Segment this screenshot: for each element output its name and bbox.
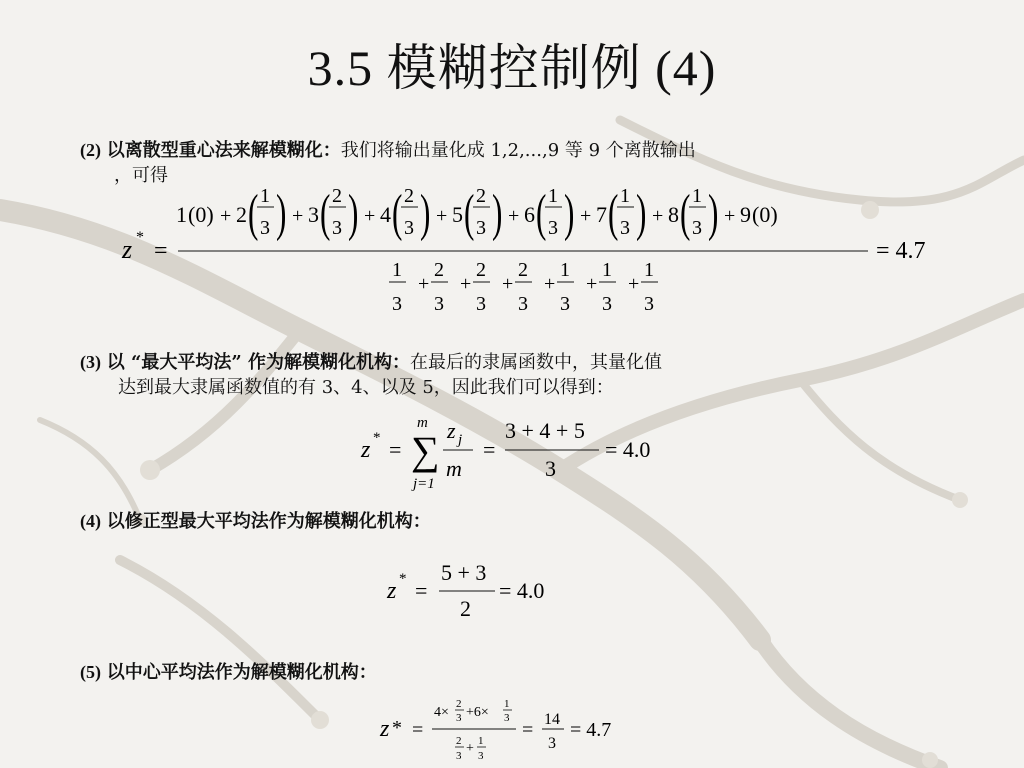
left-paren: ( — [392, 185, 403, 243]
eq-sign: = — [522, 719, 534, 741]
lhs-z: z — [387, 578, 397, 604]
frac-top: 1 — [548, 185, 558, 207]
section-3 — [80, 350, 960, 400]
right-paren: ) — [636, 185, 647, 243]
section-text: 在最后的隶属函数中，其量化值 — [409, 352, 662, 373]
section-number: (4) — [80, 511, 101, 531]
right-paren: ) — [276, 185, 287, 243]
lhs-star: * — [392, 717, 402, 739]
frac-bottom: 3 — [518, 293, 528, 315]
num-a-frac-top: 2 — [456, 698, 462, 710]
frac-top: 2 — [476, 185, 486, 207]
left-paren: ( — [680, 185, 691, 243]
plus-sign: + — [580, 205, 592, 227]
numerator — [176, 185, 778, 242]
eq-sign: = — [483, 437, 496, 462]
frac-numerator: 3 + 4 + 5 — [505, 418, 585, 443]
plus-sign: + — [544, 273, 556, 295]
section-number: (2) — [80, 140, 101, 160]
frac-bottom: 3 — [548, 217, 558, 239]
term-coefficient: 9 — [740, 202, 751, 227]
left-paren: ( — [464, 185, 475, 243]
section-number: (3) — [80, 352, 101, 372]
term-coefficient: 1 — [176, 202, 187, 227]
term-coefficient: 4 — [380, 202, 391, 227]
section-2-line1 — [80, 138, 950, 163]
frac-bottom: 3 — [392, 293, 402, 315]
frac-top: 1 — [602, 259, 612, 281]
paren-value: (0) — [752, 202, 778, 227]
section-3-line2: 达到最大隶属函数值的有 3、4、以及 5，因此我们可以得到： — [118, 377, 614, 398]
term-coefficient: 8 — [668, 202, 679, 227]
frac-bottom: 3 — [434, 293, 444, 315]
section-3-line1 — [80, 350, 960, 375]
formula-center-average — [378, 694, 638, 766]
eq-sign: = — [412, 719, 424, 741]
right-paren: ) — [348, 185, 359, 243]
frac-bottom: 3 — [692, 217, 702, 239]
frac2-numerator: 14 — [544, 711, 560, 728]
frac-top: 1 — [692, 185, 702, 207]
frac-top: 1 — [392, 259, 402, 281]
plus-sign: + — [586, 273, 598, 295]
lhs-z: z — [380, 716, 390, 742]
eq-sign: = — [154, 238, 168, 264]
right-paren: ) — [564, 185, 575, 243]
plus-sign: + — [436, 205, 448, 227]
left-paren: ( — [608, 185, 619, 243]
sum-upper: m — [417, 415, 428, 431]
formula-centroid — [110, 178, 950, 320]
frac-top: 1 — [560, 259, 570, 281]
lhs-star: * — [136, 229, 144, 246]
sum-denominator: m — [446, 456, 462, 481]
lhs-z: z — [122, 235, 133, 264]
eq-sign: = — [415, 578, 428, 603]
plus-sign: + — [220, 205, 232, 227]
den-a-frac-top: 2 — [456, 735, 462, 747]
section-heading: 以中心平均法作为解模糊化机构： — [106, 662, 377, 683]
term-coefficient: 5 — [452, 202, 463, 227]
frac-top: 1 — [620, 185, 630, 207]
section-text: 我们将输出量化成 1,2,...,9 等 9 个离散输出 — [340, 140, 696, 161]
num-b-frac-top: 1 — [504, 698, 510, 710]
plus-sign: + — [508, 205, 520, 227]
section-heading: 以离散型重心法来解模糊化： — [106, 140, 341, 161]
frac-top: 2 — [518, 259, 528, 281]
frac-top: 1 — [644, 259, 654, 281]
frac-bottom: 3 — [260, 217, 270, 239]
section-4 — [80, 509, 960, 534]
frac-bottom: 3 — [476, 293, 486, 315]
formula-modified-max-average — [383, 556, 583, 626]
frac-top: 2 — [476, 259, 486, 281]
frac-bottom: 3 — [332, 217, 342, 239]
plus-sign: + — [460, 273, 472, 295]
frac-denominator: 2 — [460, 596, 471, 621]
frac-top: 2 — [434, 259, 444, 281]
left-paren: ( — [320, 185, 331, 243]
frac-denominator: 3 — [545, 456, 556, 481]
right-paren: ) — [420, 185, 431, 243]
frac-bottom: 3 — [560, 293, 570, 315]
plus-sign: + — [628, 273, 640, 295]
lhs-star: * — [399, 571, 407, 587]
right-paren: ) — [708, 185, 719, 243]
term-coefficient: 7 — [596, 202, 607, 227]
frac2-denominator: 3 — [548, 735, 556, 752]
term-coefficient: 3 — [308, 202, 319, 227]
result: = 4.0 — [499, 578, 545, 603]
term-coefficient: 6 — [524, 202, 535, 227]
sum-numerator: z — [447, 418, 456, 443]
den-b-frac-bot: 3 — [478, 750, 484, 762]
plus-sign: + — [292, 205, 304, 227]
frac-bottom: 3 — [476, 217, 486, 239]
section-2-line2: ，可得 — [114, 165, 168, 186]
frac-top: 1 — [260, 185, 270, 207]
plus-sign: + — [502, 273, 514, 295]
plus-sign: + — [652, 205, 664, 227]
paren-value: (0) — [188, 202, 214, 227]
section-number: (5) — [80, 662, 101, 682]
sum-numerator-sub: j — [458, 432, 463, 448]
section-heading: 以 “最大平均法” 作为解模糊化机构： — [106, 352, 410, 373]
term-coefficient: 2 — [236, 202, 247, 227]
page-title: 3.5 模糊控制例 (4) — [307, 40, 717, 96]
den-a-frac-bot: 3 — [456, 750, 462, 762]
frac-bottom: 3 — [620, 217, 630, 239]
denominator — [389, 259, 658, 315]
formula-max-average — [355, 412, 675, 494]
num-a-frac-bot: 3 — [456, 712, 462, 724]
left-paren: ( — [248, 185, 259, 243]
plus-sign: + — [418, 273, 430, 295]
frac-bottom: 3 — [404, 217, 414, 239]
num-a: 4× — [434, 705, 449, 720]
result: = 4.7 — [876, 238, 926, 264]
plus-sign: + — [724, 205, 736, 227]
den-b-frac-top: 1 — [478, 735, 484, 747]
plus-sign: + — [364, 205, 376, 227]
left-paren: ( — [536, 185, 547, 243]
eq-sign: = — [389, 437, 402, 462]
num-b-frac-bot: 3 — [504, 712, 510, 724]
frac-top: 2 — [332, 185, 342, 207]
frac-numerator: 5 + 3 — [441, 560, 487, 585]
lhs-z: z — [361, 437, 371, 463]
result: = 4.7 — [570, 719, 612, 741]
right-paren: ) — [492, 185, 503, 243]
den-plus: + — [466, 741, 474, 756]
frac-bottom: 3 — [602, 293, 612, 315]
sum-lower: j=1 — [413, 476, 435, 492]
frac-bottom: 3 — [644, 293, 654, 315]
num-plus: +6× — [466, 705, 489, 720]
sum-symbol: ∑ — [411, 428, 440, 473]
section-5 — [80, 660, 960, 685]
section-heading: 以修正型最大平均法作为解模糊化机构： — [106, 511, 431, 532]
frac-top: 2 — [404, 185, 414, 207]
lhs-star: * — [373, 430, 381, 446]
result: = 4.0 — [605, 437, 651, 462]
